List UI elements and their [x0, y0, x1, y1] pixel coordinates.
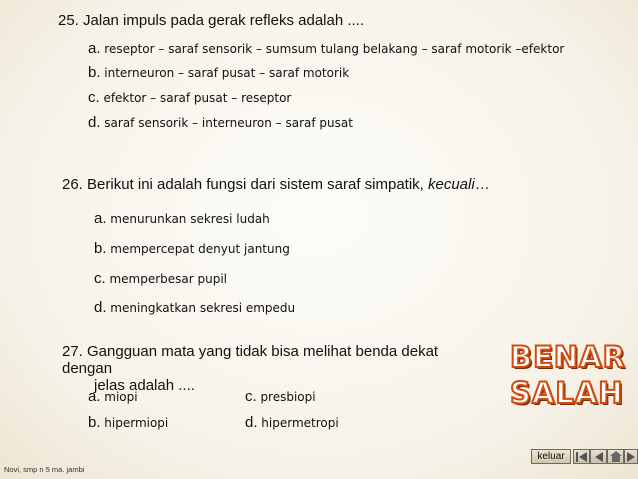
q26-option-c[interactable]: c. memperbesar pupil	[94, 270, 227, 287]
home-icon	[610, 451, 622, 462]
wrong-feedback: SALAH	[510, 376, 624, 410]
q27-option-a[interactable]: a. miopi	[88, 388, 138, 405]
q27-option-c[interactable]: c. presbiopi	[245, 388, 316, 405]
arrow-left-icon	[594, 452, 604, 462]
q25-option-d[interactable]: d. saraf sensorik – interneuron – saraf pusat	[88, 114, 353, 131]
question-25: 25. Jalan impuls pada gerak refleks adalah ....	[58, 12, 365, 29]
exit-button[interactable]: keluar	[531, 449, 571, 464]
first-slide-button[interactable]	[573, 449, 590, 464]
correct-feedback: BENAR	[510, 340, 626, 374]
arrow-right-icon	[626, 452, 636, 462]
question-26: 26. Berikut ini adalah fungsi dari sistem saraf simpatik, kecuali…	[62, 176, 490, 193]
q25-option-a[interactable]: a. reseptor – saraf sensorik – sumsum tulang belakang – saraf motorik –efektor	[88, 40, 565, 57]
q25-option-c[interactable]: c. efektor – saraf pusat – reseptor	[88, 89, 292, 106]
q25-option-b[interactable]: b. interneuron – saraf pusat – saraf motorik	[88, 64, 350, 81]
question-27-line2: dengan	[62, 360, 113, 377]
home-button[interactable]	[607, 449, 624, 464]
q26-option-b[interactable]: b. mempercepat denyut jantung	[94, 240, 290, 257]
previous-slide-button[interactable]	[590, 449, 607, 464]
question-27-line1: 27. Gangguan mata yang tidak bisa melihat benda dekat	[62, 343, 439, 360]
footer-author: Novi, smp n 5 ma. jambi	[4, 465, 85, 474]
next-slide-button[interactable]	[624, 449, 638, 464]
q27-option-b[interactable]: b. hipermiopi	[88, 414, 169, 431]
question-27-line3: jelas adalah ....	[94, 377, 195, 394]
skip-back-icon	[576, 452, 588, 462]
q26-option-d[interactable]: d. meningkatkan sekresi empedu	[94, 299, 296, 316]
q26-option-a[interactable]: a. menurunkan sekresi ludah	[94, 210, 270, 227]
q27-option-d[interactable]: d. hipermetropi	[245, 414, 339, 431]
